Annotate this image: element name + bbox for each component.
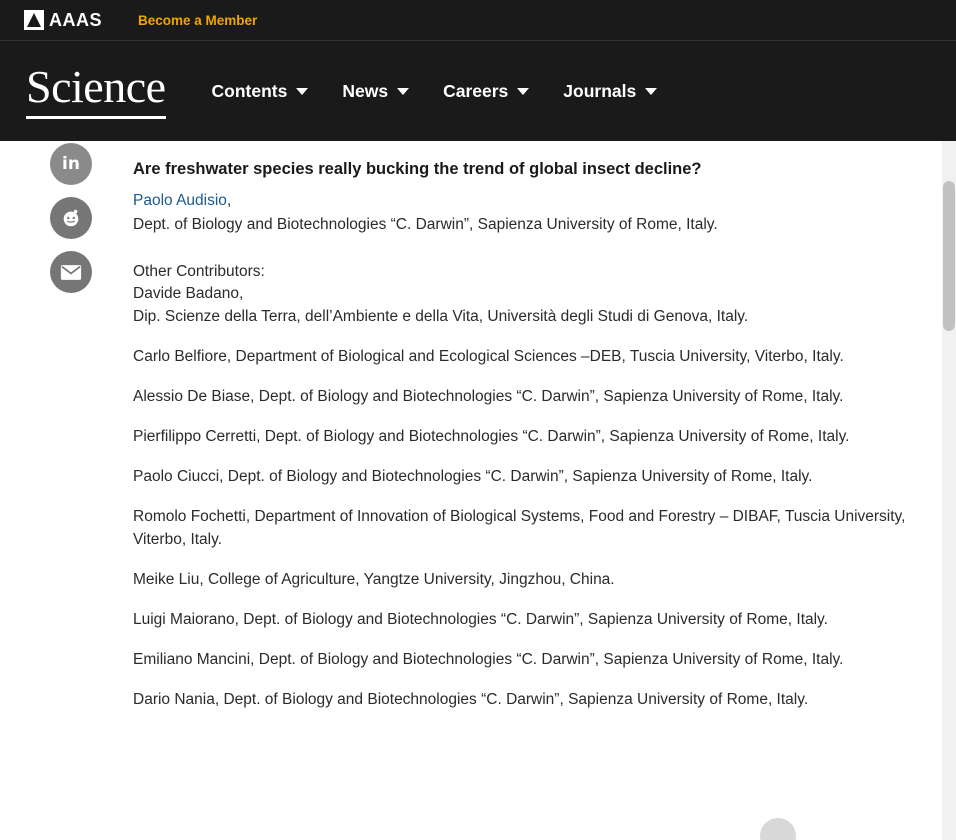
list-item: Carlo Belfiore, Department of Biological and Ecological Sciences –DEB, Tuscia University, Viterbo, Italy. (133, 348, 844, 366)
vertical-scrollbar[interactable] (942, 141, 956, 840)
chevron-down-icon (397, 88, 409, 95)
aaas-top-bar (0, 0, 956, 41)
aaas-wordmark: AAAS (49, 9, 103, 30)
science-logo[interactable]: Science (26, 64, 166, 119)
list-item: Pierfilippo Cerretti, Dept. of Biology and Biotechnologies “C. Darwin”, Sapienza University of Rome, Italy. (133, 427, 850, 445)
science-nav-bar (0, 41, 956, 141)
list-item: Emiliano Mancini, Dept. of Biology and Biotechnologies “C. Darwin”, Sapienza University of Rome, Italy. (133, 650, 844, 668)
article-content (133, 141, 928, 711)
author-line (133, 189, 928, 212)
author-affiliation: Dept. of Biology and Biotechnologies “C. Darwin”, Sapienza University of Rome, Italy. (133, 215, 718, 233)
aaas-logo[interactable] (24, 10, 102, 31)
nav-item-careers-label: Careers (443, 80, 509, 101)
linkedin-share-button[interactable] (50, 143, 92, 185)
nav-item-careers[interactable] (443, 81, 529, 102)
aaas-triangle-icon (24, 10, 44, 30)
nav-item-journals-label: Journals (563, 80, 637, 101)
page-body (0, 141, 956, 840)
nav-item-journals[interactable] (563, 81, 657, 102)
reddit-icon (60, 207, 82, 229)
other-contributors-label: Other Contributors: (133, 262, 265, 280)
linkedin-icon: in (62, 154, 80, 174)
envelope-icon (60, 264, 82, 281)
email-share-button[interactable] (50, 251, 92, 293)
contributor-name-0: Davide Badano, (133, 285, 244, 303)
become-a-member-link[interactable]: Become a Member (138, 12, 258, 28)
nav-item-contents[interactable] (212, 81, 309, 102)
list-item: Romolo Fochetti, Department of Innovation of Biological Systems, Food and Forestry – DIBAF, Tuscia University, Viterbo, Italy. (133, 507, 906, 548)
nav-item-news-label: News (342, 80, 389, 101)
page-title: Are freshwater species really bucking the trend of global insect decline? (133, 160, 702, 178)
chevron-down-icon (517, 88, 529, 95)
nav-item-news[interactable] (342, 81, 409, 102)
floating-action-button[interactable] (760, 818, 796, 840)
list-item: Paolo Ciucci, Dept. of Biology and Biotechnologies “C. Darwin”, Sapienza University of Rome, Italy. (133, 467, 813, 485)
contributor-affiliation-0: Dip. Scienze della Terra, dell’Ambiente e della Vita, Università degli Studi di Genova, Italy. (133, 308, 749, 326)
main-nav (212, 81, 658, 102)
share-rail (50, 143, 92, 293)
chevron-down-icon (296, 88, 308, 95)
list-item: Dario Nania, Dept. of Biology and Biotechnologies “C. Darwin”, Sapienza University of Rome, Italy. (133, 690, 809, 708)
reddit-share-button[interactable] (50, 197, 92, 239)
list-item: Alessio De Biase, Dept. of Biology and Biotechnologies “C. Darwin”, Sapienza University of Rome, Italy. (133, 388, 844, 405)
list-item: Luigi Maiorano, Dept. of Biology and Biotechnologies “C. Darwin”, Sapienza University of Rome, Italy. (133, 610, 828, 628)
author-suffix: , (226, 192, 232, 210)
scrollbar-thumb[interactable] (943, 181, 955, 331)
author-link[interactable]: Paolo Audisio (133, 192, 227, 210)
list-item: Meike Liu, College of Agriculture, Yangtze University, Jingzhou, China. (133, 570, 615, 588)
nav-item-contents-label: Contents (211, 80, 288, 101)
chevron-down-icon (645, 88, 657, 95)
